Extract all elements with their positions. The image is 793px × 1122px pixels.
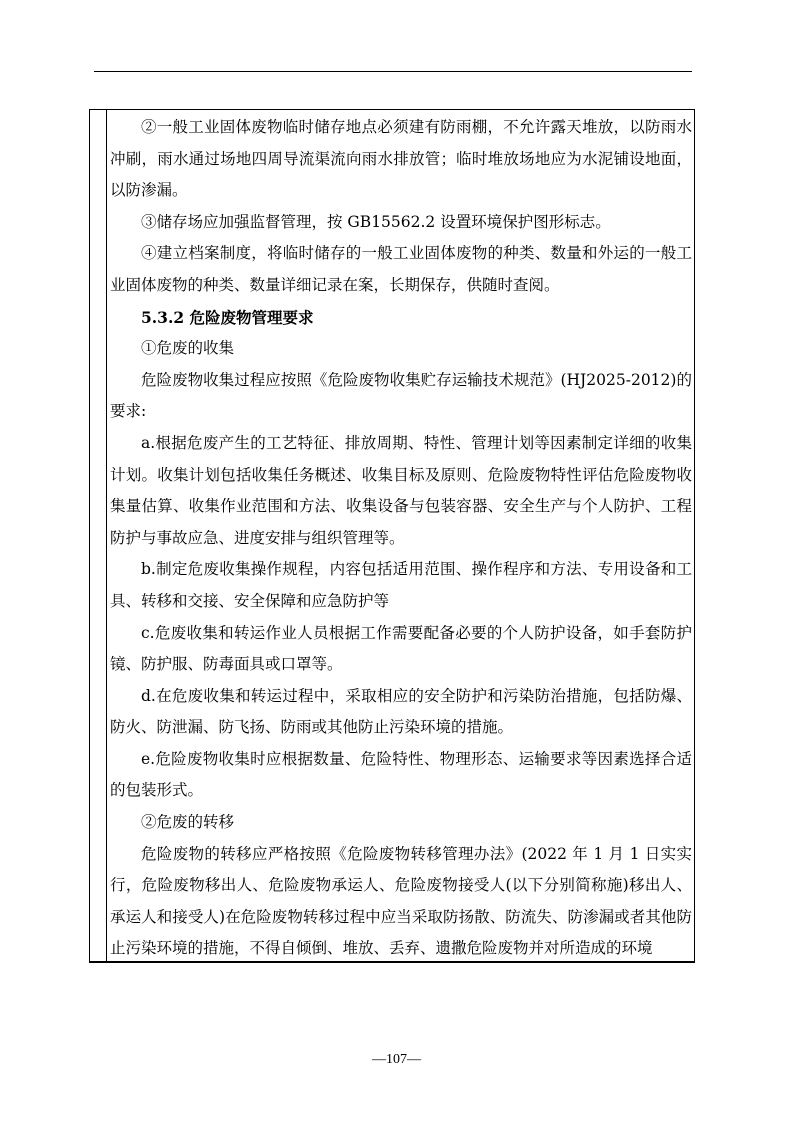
table-content-cell	[110, 112, 692, 965]
paragraph: e.危险废物收集时应根据数量、危险特性、物理形态、运输要求等因素选择合适的包装形式。	[110, 749, 692, 800]
page-number: —107—	[372, 1052, 421, 1067]
header-rule	[94, 71, 692, 72]
paragraph: ④建立档案制度，将临时储存的一般工业固体废物的种类、数量和外运的一般工业固体废物的种类、数量详细记录在案，长期保存，供随时查阅。	[110, 244, 692, 294]
paragraph: ②危废的转移	[141, 813, 235, 832]
paragraph: a.根据危废产生的工艺特征、排放周期、特性、管理计划等因素制定详细的收集计划。收集计划包括收集任务概述、收集目标及原则、危险废物特性评估危险废物收集量估算、收集作业范围和方法、收集设备与包装容器、安全生产与个人防护、工程防护与事故应急、进度安排与组织管理等。	[110, 433, 692, 547]
paragraph: ③储存场应加强监督管理，按 GB15562.2 设置环境保护图形标志。	[141, 212, 611, 231]
paragraph: b.制定危废收集操作规程，内容包括适用范围、操作程序和方法、专用设备和工具、转移和交接、安全保障和应急防护等	[110, 560, 692, 610]
paragraph: 5.3.2 危险废物管理要求	[141, 307, 314, 327]
paragraph: 危险废物的转移应严格按照《危险废物转移管理办法》(2022 年 1 月 1 日实实行，危险废物移出人、危险废物承运人、危险废物接受人(以下分别简称施)移出人、承运人和接受人)在危险废物转移过程中应当采取防扬散、防流失、防渗漏或者其他防止污染环境的措施，不得自倾倒、堆放、丢弃、遗撒危险废物并对所造成的环境	[110, 844, 692, 958]
table-column-divider	[106, 109, 107, 963]
paragraph: ②一般工业固体废物临时储存地点必须建有防雨棚，不允许露天堆放，以防雨水冲刷，雨水通过场地四周导流渠流向雨水排放管；临时堆放场地应为水泥铺设地面，以防渗漏。	[110, 118, 692, 200]
paragraph: d.在危废收集和转运过程中，采取相应的安全防护和污染防治措施，包括防爆、防火、防泄漏、防飞扬、防雨或其他防止污染环境的措施。	[110, 686, 692, 737]
paragraph: ①危废的收集	[141, 339, 235, 358]
paragraph: c.危废收集和转运作业人员根据工作需要配备必要的个人防护设备，如手套防护镜、防护服、防毒面具或口罩等。	[110, 623, 692, 674]
paragraph: 危险废物收集过程应按照《危险废物收集贮存运输技术规范》(HJ2025-2012)的要求:	[110, 370, 692, 421]
